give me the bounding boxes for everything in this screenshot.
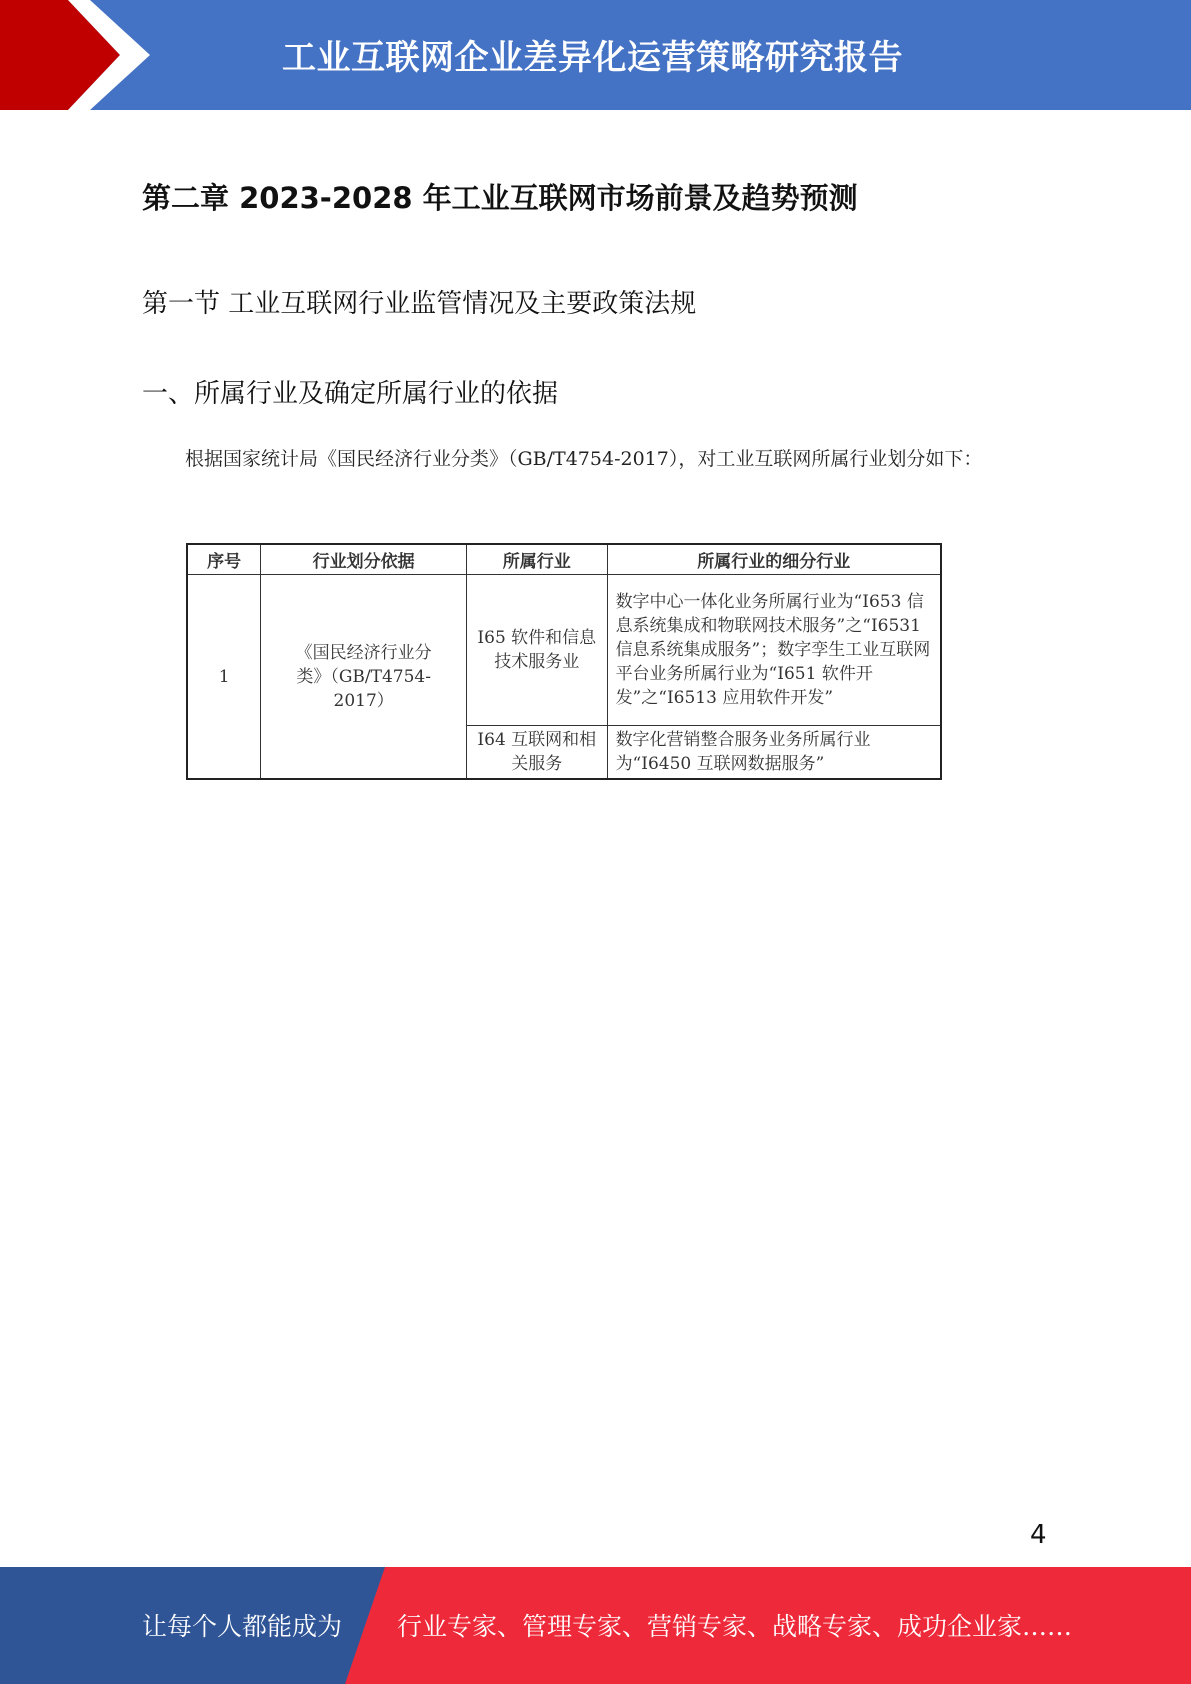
chapter-title: 第二章 2023-2028 年工业互联网市场前景及趋势预测 bbox=[142, 181, 858, 215]
cell-row-number: 1 bbox=[187, 575, 261, 780]
cell-industry: I64 互联网和相关服务 bbox=[467, 726, 608, 780]
table-row bbox=[187, 575, 941, 726]
body-paragraph: 根据国家统计局《国民经济行业分类》（GB/T4754-2017），对工业互联网所属行业划分如下： bbox=[185, 448, 983, 470]
header-cell-number: 序号 bbox=[187, 544, 261, 575]
cell-basis: 《国民经济行业分类》（GB/T4754-2017） bbox=[261, 575, 467, 780]
cell-sub-industry: 数字化营销整合服务业务所属行业为“I6450 互联网数据服务” bbox=[607, 726, 941, 780]
cell-sub-industry: 数字中心一体化业务所属行业为“I653 信息系统集成和物联网技术服务”之“I6531 信息系统集成服务”；数字孪生工业互联网平台业务所属行业为“I651 软件开发”之“I6513 应用软件开发” bbox=[607, 575, 941, 726]
header-cell-basis: 行业划分依据 bbox=[261, 544, 467, 575]
footer-slogan-left: 让每个人都能成为 bbox=[142, 1612, 343, 1641]
subsection-title: 一、所属行业及确定所属行业的依据 bbox=[142, 379, 559, 409]
header-cell-industry: 所属行业 bbox=[467, 544, 608, 575]
report-title: 工业互联网企业差异化运营策略研究报告 bbox=[282, 38, 903, 78]
cell-industry: I65 软件和信息技术服务业 bbox=[467, 575, 608, 726]
page-footer bbox=[0, 1567, 1191, 1684]
table-header-row bbox=[187, 544, 941, 575]
header-arrow-decoration bbox=[0, 0, 160, 110]
industry-classification-table bbox=[186, 543, 942, 780]
page-number: 4 bbox=[1030, 1520, 1047, 1550]
page-header bbox=[0, 0, 1191, 110]
header-cell-sub-industry: 所属行业的细分行业 bbox=[607, 544, 941, 575]
section-title: 第一节 工业互联网行业监管情况及主要政策法规 bbox=[142, 289, 697, 319]
footer-slogan-right: 行业专家、管理专家、营销专家、战略专家、成功企业家…… bbox=[397, 1612, 1073, 1641]
